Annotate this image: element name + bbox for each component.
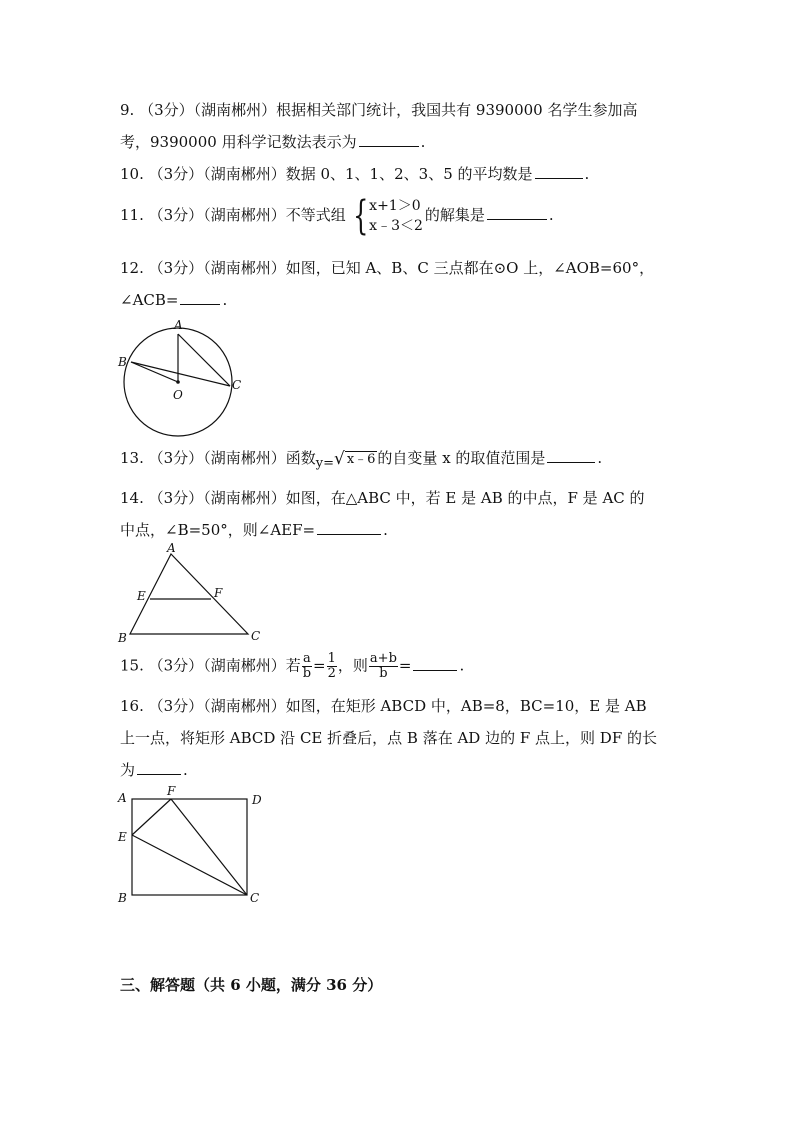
q9-end: .	[420, 133, 426, 151]
triangle-abc	[130, 554, 248, 634]
label-a: A	[167, 542, 176, 555]
question-14	[120, 482, 680, 546]
q15-then: ，则	[337, 656, 368, 675]
q9-number: 9.	[120, 101, 135, 119]
q15-score: （3分）	[148, 656, 204, 675]
q15-number: 15.	[120, 656, 144, 675]
q10-text: 数据 0、1、1、2、3、5 的平均数是	[285, 165, 533, 183]
label-e: E	[118, 830, 127, 844]
frac1-numerator: a	[303, 651, 311, 666]
frac2-numerator: 1	[327, 651, 336, 666]
frac2-denominator: 2	[327, 666, 336, 681]
frac3-denominator: b	[379, 666, 388, 681]
q12-answer-blank[interactable]	[180, 290, 220, 305]
q11-prefix: 不等式组	[285, 206, 346, 224]
q10-score: （3分）	[148, 165, 204, 183]
q16-answer-blank[interactable]	[137, 760, 181, 775]
question-15	[120, 652, 464, 681]
segment-fc	[171, 799, 247, 895]
question-12	[120, 252, 680, 316]
question-9	[120, 94, 680, 158]
q13-suffix: 的自变量 x 的取值范围是	[377, 449, 546, 467]
q14-text-line1: 如图，在△ABC 中，若 E 是 AB 的中点，F 是 AC 的	[285, 489, 645, 507]
q13-source: （湖南郴州）	[203, 449, 286, 467]
q16-text-line1: 如图，在矩形 ABCD 中，AB=8，BC=10，E 是 AB	[285, 697, 647, 715]
q11-number: 11.	[120, 206, 144, 224]
equals-sign-2: =	[398, 656, 412, 675]
segment-ac	[178, 334, 230, 386]
q15-source: （湖南郴州）	[203, 656, 286, 675]
q16-number: 16.	[120, 697, 144, 715]
q9-answer-blank[interactable]	[359, 132, 419, 147]
q11-score: （3分）	[148, 206, 204, 224]
inequality-2: x﹣3＜2	[369, 218, 423, 234]
q11-suffix: 的解集是	[424, 206, 485, 224]
q16-text-line2: 上一点，将矩形 ABCD 沿 CE 折叠后，点 B 落在 AD 边的 F 点上，则 DF 的长	[120, 729, 658, 747]
q14-text-line2: 中点，∠B=50°，则∠AEF=	[120, 521, 316, 539]
q13-score: （3分）	[148, 449, 204, 467]
section-3-heading: 三、解答题（共 6 小题，满分 36 分）	[120, 976, 383, 994]
q16-source: （湖南郴州）	[203, 697, 286, 715]
label-b: B	[118, 355, 127, 369]
label-a: A	[118, 791, 127, 805]
question-11	[120, 193, 554, 239]
label-c: C	[251, 629, 261, 643]
q12-circle-figure	[112, 314, 252, 440]
rectangle-abcd	[132, 799, 247, 895]
label-c: C	[250, 891, 260, 905]
inequality-system: { x+1＞0 x﹣3＜2	[352, 193, 423, 239]
q11-source: （湖南郴州）	[203, 206, 286, 224]
inequality-1: x+1＞0	[369, 198, 421, 214]
q14-answer-blank[interactable]	[317, 520, 381, 535]
q12-score: （3分）	[148, 259, 204, 277]
label-f: F	[167, 784, 176, 798]
label-c: C	[232, 378, 242, 392]
q14-end: .	[383, 521, 388, 539]
equals-sign: =	[313, 656, 326, 675]
q13-end: .	[597, 449, 603, 467]
center-dot	[176, 380, 180, 384]
q9-text-line2: 考，9390000 用科学记数法表示为	[120, 133, 357, 151]
q9-text-line1: 根据相关部门统计，我国共有 9390000 名学生参加高	[276, 101, 638, 119]
segment-ef	[132, 799, 171, 835]
q14-score: （3分）	[148, 489, 204, 507]
q9-source: （湖南郴州）	[193, 101, 277, 119]
q16-rectangle-figure	[112, 782, 272, 910]
q16-text-line3: 为	[120, 761, 136, 779]
q13-number: 13.	[120, 449, 144, 467]
frac1-denominator: b	[302, 666, 312, 681]
q16-score: （3分）	[148, 697, 204, 715]
q14-triangle-figure	[114, 542, 268, 648]
segment-ec	[132, 835, 247, 895]
q11-answer-blank[interactable]	[487, 205, 547, 220]
label-b: B	[118, 631, 127, 645]
fraction-a-plus-b-over-b	[369, 652, 398, 681]
label-a: A	[174, 318, 183, 332]
label-d: D	[252, 793, 262, 807]
q12-end: .	[222, 291, 228, 309]
q15-answer-blank[interactable]	[413, 656, 457, 671]
q10-number: 10.	[120, 165, 144, 183]
label-e: E	[137, 589, 146, 603]
q12-number: 12.	[120, 259, 144, 277]
question-16	[120, 690, 680, 786]
q10-source: （湖南郴州）	[203, 165, 286, 183]
q9-score: （3分）	[139, 101, 194, 119]
label-o: O	[173, 388, 183, 402]
radicand: x﹣6	[346, 452, 376, 467]
q16-end: .	[183, 761, 188, 779]
q10-end: .	[584, 165, 590, 183]
fraction-a-over-b	[302, 652, 312, 681]
function-lhs: y=	[315, 456, 334, 471]
q14-number: 14.	[120, 489, 144, 507]
label-b: B	[118, 891, 127, 905]
q12-text-line1: 如图，已知 A、B、C 三点都在⊙O 上，∠AOB=60°，	[285, 259, 655, 277]
q12-text-line2: ∠ACB=	[120, 291, 179, 309]
q13-prefix: 函数	[285, 449, 316, 467]
q14-source: （湖南郴州）	[203, 489, 286, 507]
fraction-one-half	[327, 652, 337, 681]
frac3-numerator: a+b	[369, 651, 397, 666]
square-root: √ x﹣6	[333, 449, 376, 469]
q12-source: （湖南郴州）	[203, 259, 286, 277]
q10-answer-blank[interactable]	[535, 164, 583, 179]
q13-answer-blank[interactable]	[547, 448, 595, 463]
q11-end: .	[548, 206, 554, 224]
q15-end: .	[459, 656, 465, 675]
segment-bc	[131, 362, 230, 386]
q15-prefix: 若	[285, 656, 301, 675]
question-10	[120, 158, 680, 190]
label-f: F	[214, 586, 223, 600]
question-13	[120, 446, 602, 476]
